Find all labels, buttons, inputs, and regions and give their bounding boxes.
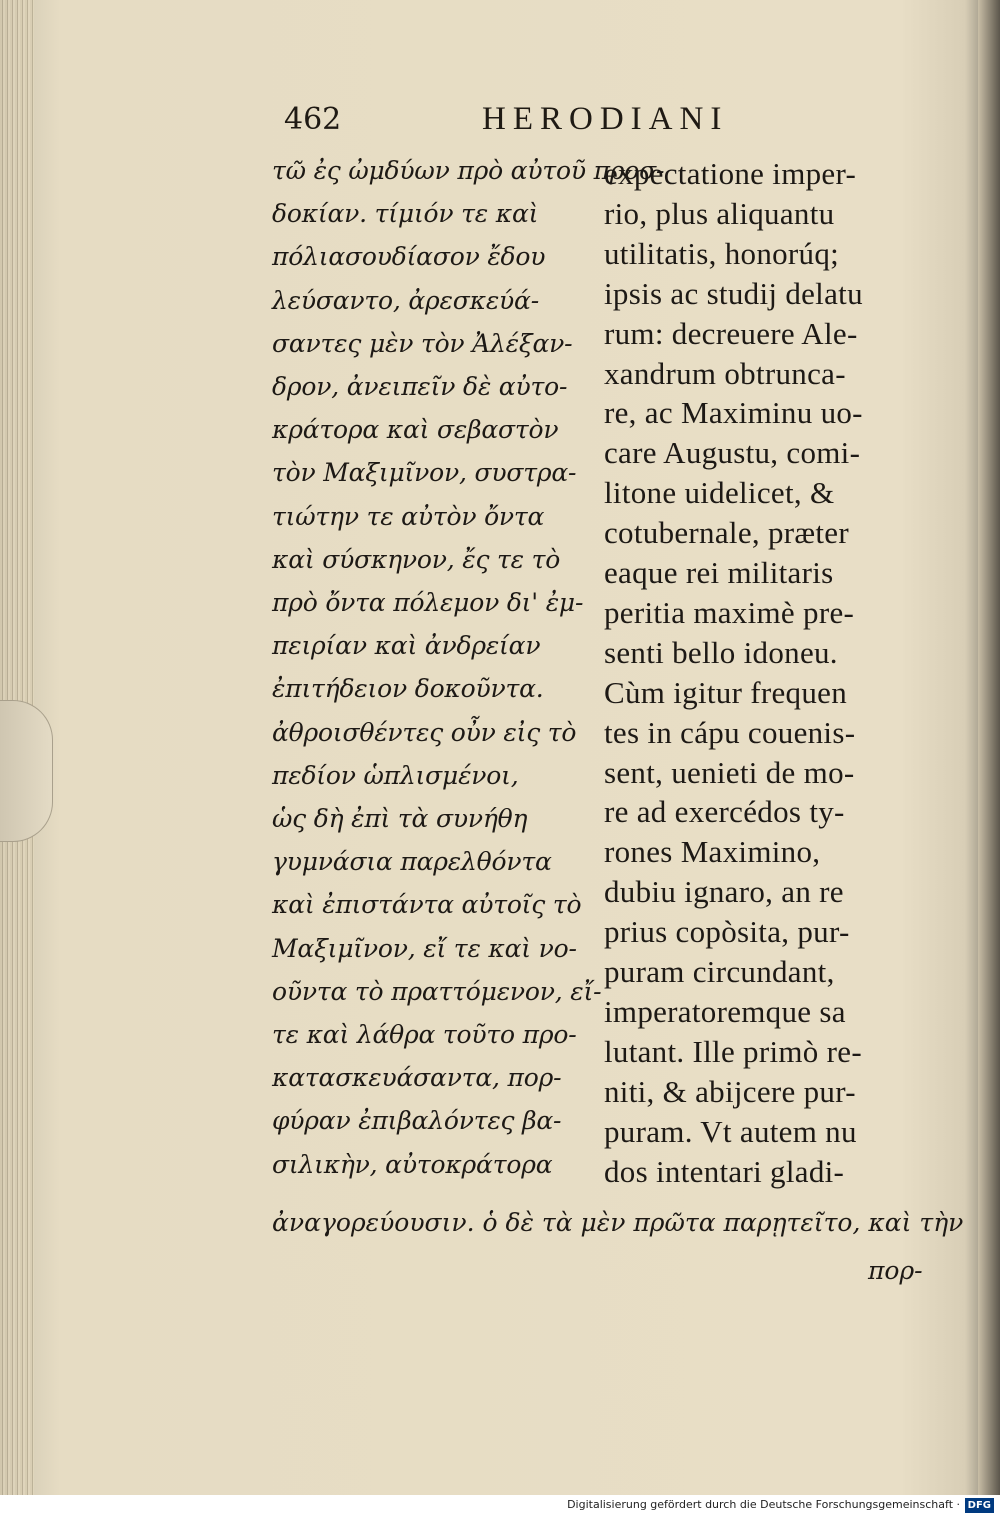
greek-text-line: τε καὶ λάθρα τοῦτο προ- — [272, 1020, 577, 1049]
latin-text-line: re, ac Maximinu uo- — [604, 395, 863, 431]
latin-text-line: ipsis ac studij delatu — [604, 275, 863, 311]
latin-text-line: puram. Vt autem nu — [604, 1113, 857, 1149]
greek-text-line: φύραν ἐπιβαλόντες βα- — [272, 1106, 562, 1136]
greek-text-line: ὡς δὴ ἐπὶ τὰ συνήθη — [272, 804, 528, 833]
greek-text-line: Μαξιμῖνον, εἴ τε καὶ νο- — [272, 933, 577, 963]
latin-text-line: dubiu ignaro, an re — [604, 874, 844, 910]
greek-text-line: λεύσαντο, ἀρεσκεύά- — [272, 285, 539, 315]
latin-text-line: rio, plus aliquantu — [604, 195, 835, 231]
latin-text-line: prius copòsita, pur- — [604, 914, 850, 950]
greek-text-line: κατασκευάσαντα, πορ- — [272, 1063, 562, 1093]
latin-text-line: rum: decreuere Ale- — [604, 315, 858, 351]
latin-text-line: tes in cápu couenis- — [604, 714, 856, 750]
latin-text-line: care Augustu, comi- — [604, 435, 861, 471]
greek-text-line: κράτορα καὶ σεβαστὸν — [272, 415, 559, 445]
latin-text-line: litone uidelicet, & — [604, 475, 835, 511]
latin-text-line: expectatione imper- — [604, 156, 857, 191]
latin-text-line: eaque rei militaris — [604, 555, 834, 590]
running-head — [284, 102, 844, 148]
greek-text-line: πειρίαν καὶ ἀνδρείαν — [272, 631, 541, 661]
greek-text-line: τῶ ἐς ὠμδύων πρὸ αὐτοῦ προσ- — [272, 156, 665, 185]
greek-text-line: δοκίαν. τίμιόν τε καὶ — [272, 199, 539, 229]
latin-text-line: sent, uenieti de mo- — [604, 754, 855, 790]
page-number: 462 — [284, 102, 342, 137]
greek-text-line: ἀθροισθέντες οὖν εἰς τὸ — [272, 717, 577, 747]
greek-text-line: πρὸ ὄντα πόλεμον δι' ἐμ- — [272, 588, 584, 617]
latin-text-line: puram circundant, — [604, 954, 835, 989]
latin-text-line: rones Maximino, — [604, 834, 821, 870]
latin-text-line: re ad exercédos ty- — [604, 794, 845, 830]
greek-text-line: τὸν Μαξιμῖνον, συστρα- — [272, 458, 577, 488]
latin-text-line: utilitatis, honorúq; — [604, 235, 840, 271]
latin-text-line: lutant. Ille primò re- — [604, 1033, 862, 1069]
book-page — [36, 10, 968, 1490]
greek-text-line: δρον, ἀνειπεῖν δὲ αὐτο- — [272, 372, 568, 401]
greek-text-line: καὶ σύσκηνον, ἔς τε τὸ — [272, 544, 561, 574]
greek-text-line: σιλικὴν, αὐτοκράτορα — [272, 1149, 553, 1179]
latin-text-line: imperatoremque sa — [604, 993, 846, 1029]
latin-text-line: xandrum obtrunca- — [604, 355, 846, 391]
greek-text-line: πόλιασουδίασον ἔδου — [272, 242, 546, 272]
latin-text-line: senti bello idoneu. — [604, 634, 838, 670]
greek-text-line: καὶ ἐπιστάντα αὐτοῖς τὸ — [272, 890, 582, 920]
greek-text-line: γυμνάσια παρελθόντα — [272, 847, 552, 877]
greek-text-line: ἐπιτήδειον δοκοῦντα. — [272, 674, 544, 704]
digitization-footer — [0, 1495, 1000, 1517]
latin-text-line: Cùm igitur frequen — [604, 674, 848, 710]
greek-text-line: σαντες μὲν τὸν Ἀλέξαν- — [272, 328, 573, 358]
catchword: πορ- — [868, 1256, 923, 1285]
footer-credit: Digitalisierung gefördert durch die Deutsche Forschungsgemeinschaft · — [567, 1498, 960, 1511]
dfg-logo: DFG — [965, 1498, 994, 1513]
latin-text-line: cotubernale, præter — [604, 515, 849, 551]
greek-text-line: οῦντα τὸ πραττόμενον, εἴ- — [272, 976, 602, 1006]
latin-text-line: dos intentari gladi- — [604, 1153, 845, 1189]
greek-continuation-line: ἀναγορεύουσιν. ὁ δὲ τὰ μὲν πρῶτα παρῃτεῖτο, καὶ τὴν — [272, 1208, 964, 1237]
header-title: HERODIANI — [482, 101, 729, 137]
book-spine-shadow — [978, 0, 1000, 1495]
latin-text-line: peritia maximè pre- — [604, 594, 855, 630]
greek-text-line: πεδίον ὡπλισμένοι, — [272, 760, 519, 790]
latin-text-line: niti, & abijcere pur- — [604, 1073, 856, 1109]
greek-text-line: τιώτην τε αὐτὸν ὄντα — [272, 501, 545, 531]
